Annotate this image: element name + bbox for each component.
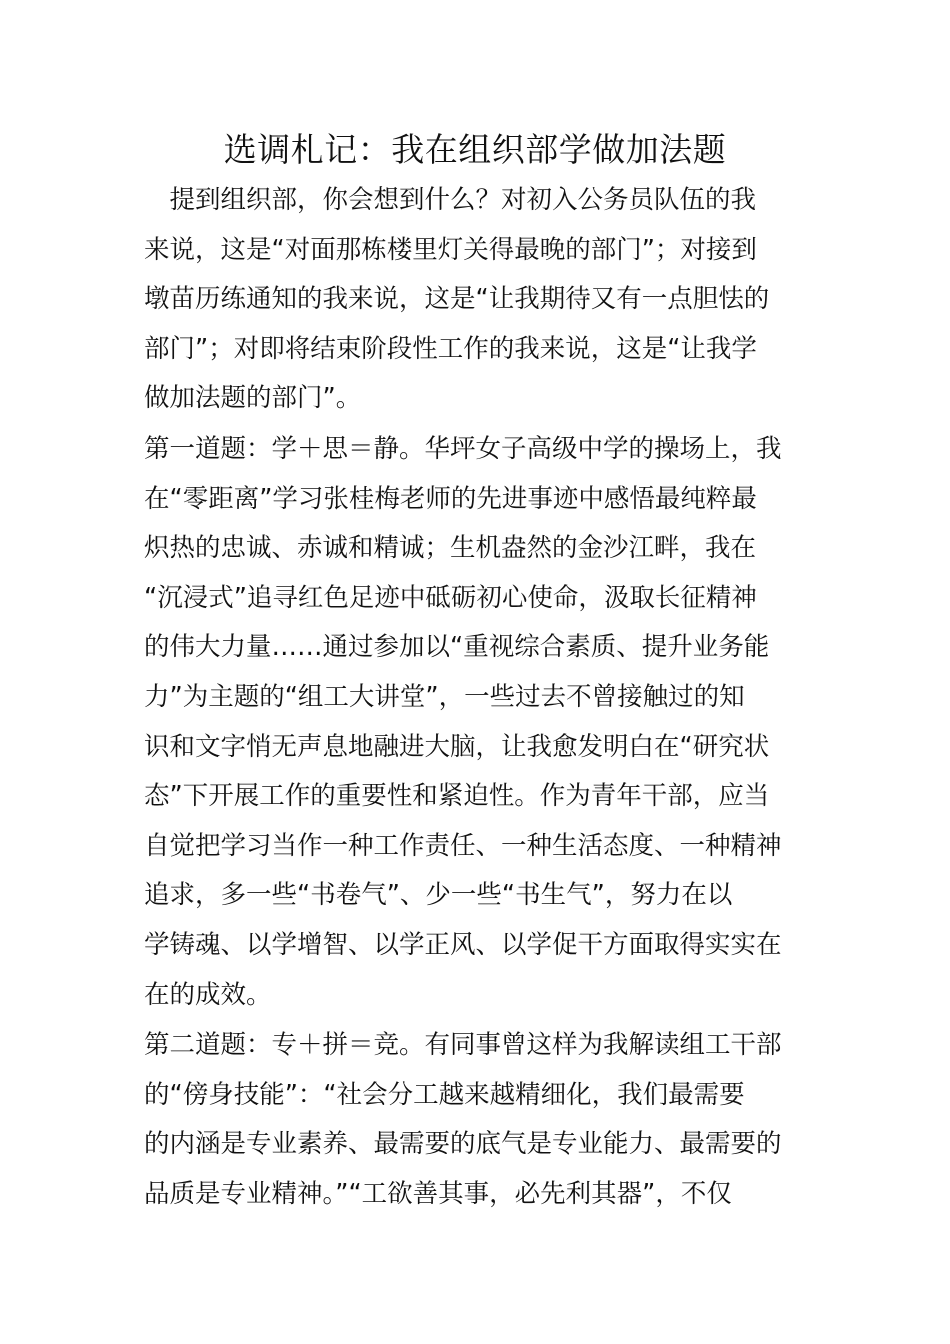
text-line: 态”下开展工作的重要性和紧迫性。作为青年干部，应当 — [144, 781, 770, 812]
text-line: 自觉把学习当作一种工作责任、一种生活态度、一种精神 — [144, 830, 782, 861]
text-line: 提到组织部，你会想到什么？对初入公务员队伍的我 — [144, 185, 757, 215]
text-line: 品质是专业精神。”“工欲善其事，必先利其器”，不仅 — [144, 1178, 732, 1209]
text-line: 的“傍身技能”：“社会分工越来越精细化，我们最需要 — [144, 1079, 745, 1110]
text-line: 在的成效。 — [144, 979, 272, 1010]
text-line: 来说，这是“对面那栋楼里灯关得最晚的部门”；对接到 — [144, 234, 757, 265]
text-line: 识和文字悄无声息地融进大脑，让我愈发明白在“研究状 — [144, 731, 770, 762]
text-line: 的伟大力量……通过参加以“重视综合素质、提升业务能 — [144, 632, 770, 663]
text-line: 做加法题的部门”。 — [144, 383, 362, 414]
document-title: 选调札记：我在组织部学做加法题 — [223, 130, 727, 169]
paragraph-intro — [144, 176, 809, 424]
text-line: 第一道题：学＋思＝静。华坪女子高级中学的操场上，我 — [144, 434, 782, 464]
text-line: “沉浸式”追寻红色足迹中砥砺初心使命，汲取长征精神 — [144, 582, 757, 613]
text-line: 炽热的忠诚、赤诚和精诚；生机盎然的金沙江畔，我在 — [144, 533, 757, 564]
text-line: 部门”；对即将结束阶段性工作的我来说，这是“让我学 — [144, 333, 757, 364]
text-line: 第二道题：专＋拼＝竞。有同事曾这样为我解读组工干部 — [144, 1030, 782, 1060]
paragraph-question-one — [144, 425, 809, 1020]
text-line: 追求，多一些“书卷气”、少一些“书生气”，努力在以 — [144, 880, 733, 911]
text-line: 力”为主题的“组工大讲堂”，一些过去不曾接触过的知 — [144, 681, 745, 712]
text-line: 学铸魂、以学增智、以学正风、以学促干方面取得实实在 — [144, 929, 782, 960]
text-line: 在“零距离”学习张桂梅老师的先进事迹中感悟最纯粹最 — [144, 483, 757, 514]
text-line: 的内涵是专业素养、最需要的底气是专业能力、最需要的 — [144, 1129, 782, 1160]
paragraph-question-two — [144, 1021, 809, 1219]
text-line: 墩苗历练通知的我来说，这是“让我期待又有一点胆怯的 — [144, 284, 770, 315]
